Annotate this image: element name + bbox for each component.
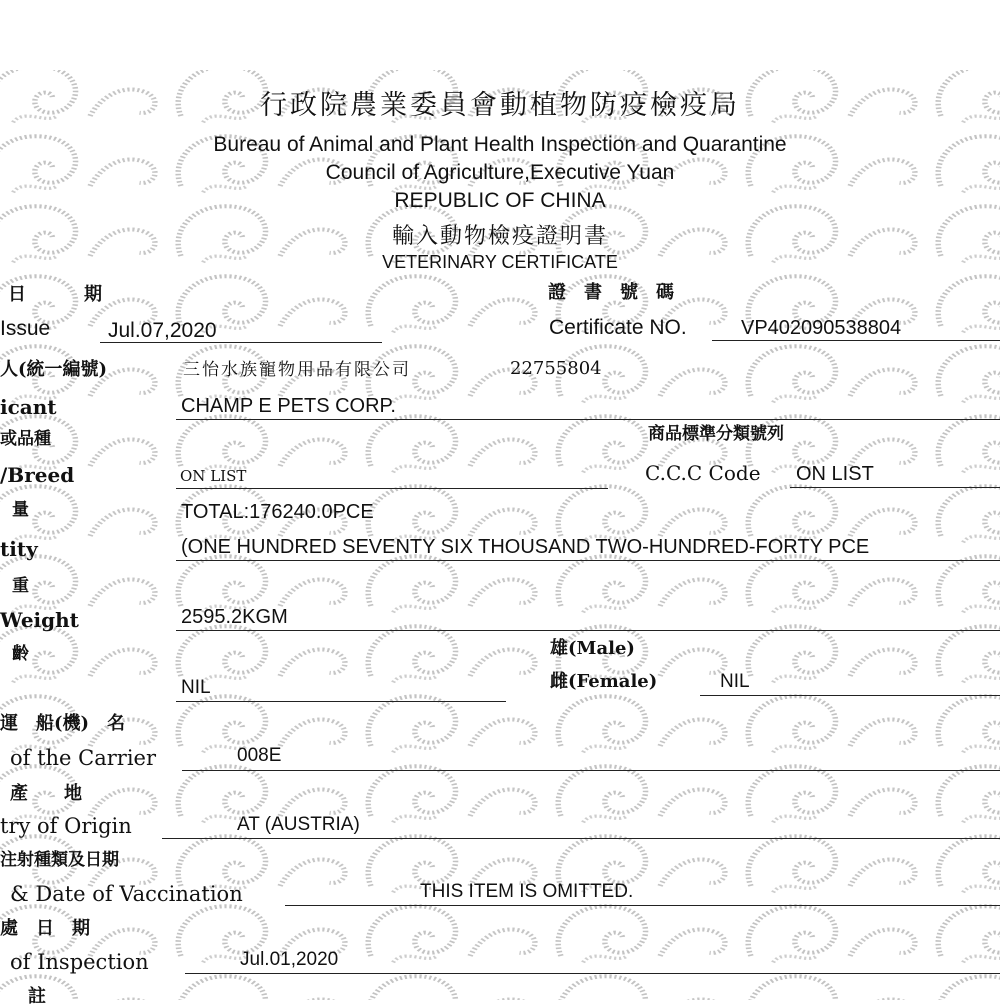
weight-label: Weight bbox=[0, 608, 79, 632]
council-name: Council of Agriculture,Executive Yuan bbox=[325, 161, 675, 184]
sex-value: NIL bbox=[720, 671, 750, 692]
inspection-label-chinese: 處 日 期 bbox=[0, 918, 90, 939]
origin-label-chinese: 產 地 bbox=[10, 783, 82, 804]
quantity-in-words: (ONE HUNDRED SEVENTY SIX THOUSAND TWO-HUNDRED-FORTY PCE bbox=[181, 536, 870, 558]
origin-value: AT (AUSTRIA) bbox=[237, 814, 360, 835]
document-title-english: VETERINARY CERTIFICATE bbox=[382, 252, 618, 272]
breed-value: ON LIST bbox=[180, 467, 247, 485]
inspection-label: of Inspection bbox=[10, 950, 149, 974]
agency-name-english: Bureau of Animal and Plant Health Inspection and Quarantine bbox=[213, 133, 787, 156]
issue-date-label: Issue bbox=[0, 317, 51, 340]
certificate-number-label-chinese: 證 書 號 碼 bbox=[548, 282, 674, 303]
ccc-code-label: C.C.C Code bbox=[645, 461, 761, 485]
carrier-label: of the Carrier bbox=[10, 746, 157, 770]
ccc-code-value: ON LIST bbox=[796, 463, 874, 485]
inspection-value: Jul.01,2020 bbox=[240, 949, 339, 970]
carrier-label-chinese: 運 船(機) 名 bbox=[0, 713, 126, 734]
applicant-label-chinese: 人(統一編號) bbox=[0, 359, 108, 380]
female-label: 雌(Female) bbox=[550, 671, 658, 692]
age-label-chinese: 齡 bbox=[12, 644, 29, 664]
document-title-chinese: 輸入動物檢疫證明書 bbox=[391, 224, 608, 249]
ccc-code-label-chinese: 商品標準分類號列 bbox=[648, 424, 784, 444]
vaccination-label: & Date of Vaccination bbox=[10, 882, 243, 906]
certificate-number-value: VP402090538804 bbox=[741, 317, 902, 339]
vaccination-label-chinese: 注射種類及日期 bbox=[0, 850, 119, 870]
agency-name-chinese: 行政院農業委員會動植物防疫檢疫局 bbox=[260, 90, 740, 121]
male-label: 雄(Male) bbox=[550, 638, 635, 659]
applicant-name: CHAMP E PETS CORP. bbox=[181, 395, 396, 417]
weight-value: 2595.2KGM bbox=[181, 606, 288, 628]
age-value: NIL bbox=[181, 677, 211, 698]
origin-label: try of Origin bbox=[0, 814, 132, 838]
issue-date-label-chinese: 日 期 bbox=[8, 284, 122, 305]
quantity-total: TOTAL:176240.0PCE bbox=[181, 501, 374, 523]
breed-label: /Breed bbox=[0, 463, 75, 487]
breed-label-chinese: 或品種 bbox=[0, 429, 51, 449]
quantity-label: tity bbox=[0, 537, 38, 561]
applicant-id: 22755804 bbox=[510, 358, 602, 379]
vaccination-value: THIS ITEM IS OMITTED. bbox=[420, 881, 634, 902]
country-name: REPUBLIC OF CHINA bbox=[394, 189, 606, 212]
certificate-number-label: Certificate NO. bbox=[549, 316, 687, 339]
issue-date-value: Jul.07,2020 bbox=[108, 319, 217, 342]
applicant-name-chinese: 三怡水族寵物用品有限公司 bbox=[183, 360, 411, 380]
remarks-label-chinese: 註 bbox=[28, 986, 46, 1007]
carrier-value: 008E bbox=[237, 745, 282, 766]
quantity-label-chinese: 量 bbox=[12, 500, 29, 520]
applicant-label: icant bbox=[0, 395, 57, 419]
weight-label-chinese: 重 bbox=[12, 576, 29, 596]
